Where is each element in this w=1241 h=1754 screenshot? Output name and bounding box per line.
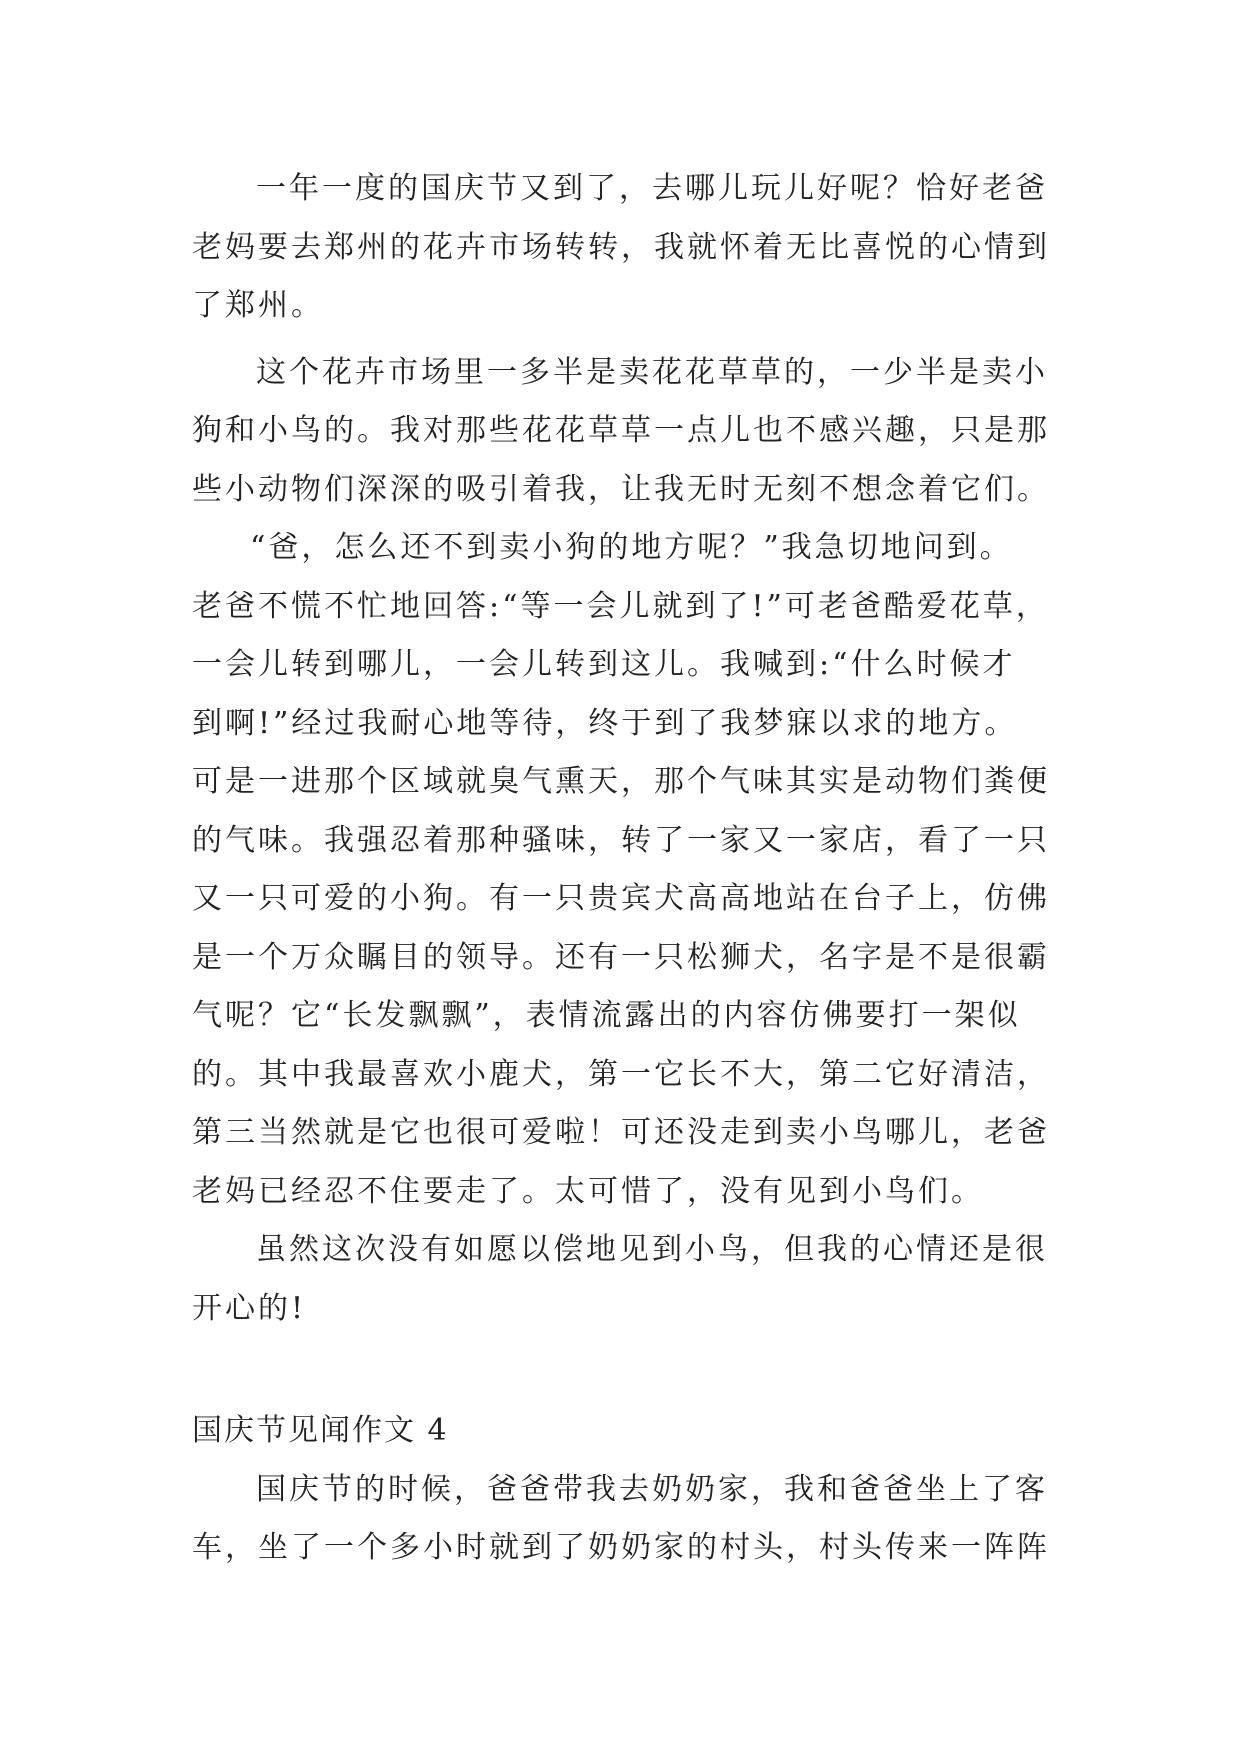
paragraph-line: 一年一度的国庆节又到了，去哪儿玩儿好呢？恰好老爸 bbox=[256, 171, 1048, 206]
paragraph-line: 这个花卉市场里一多半是卖花花草草的，一少半是卖小 bbox=[256, 354, 1048, 390]
paragraph-line: 些小动物们深深的吸引着我，让我无时无刻不想念着它们。 bbox=[192, 471, 1050, 507]
paragraph-line: 可是一进那个区域就臭气熏天，那个气味其实是动物们粪便 bbox=[192, 764, 1050, 799]
paragraph-line: 老爸不慌不忙地回答:“等一会儿就到了!”可老爸酷爱花草， bbox=[192, 588, 1049, 624]
paragraph-line: 的。其中我最喜欢小鹿犬，第一它长不大，第二它好清洁， bbox=[192, 1056, 1050, 1092]
paragraph-line: 老妈已经忍不住要走了。太可惜了，没有见到小鸟们。 bbox=[192, 1173, 984, 1209]
paragraph-line: 一会儿转到哪儿，一会儿转到这儿。我喊到:“什么时候才 bbox=[192, 647, 1016, 682]
paragraph-2 bbox=[192, 344, 1072, 520]
paragraph-line: 是一个万众瞩目的领导。还有一只松狮犬，名字是不是很霸 bbox=[192, 939, 1050, 975]
paragraph-line: 国庆节的时候，爸爸带我去奶奶家，我和爸爸坐上了客 bbox=[256, 1471, 1048, 1507]
section-heading: 国庆节见闻作文 4 bbox=[192, 1413, 449, 1448]
paragraph-line: 了郑州。 bbox=[192, 288, 324, 323]
paragraph-1 bbox=[192, 160, 1072, 336]
paragraph-line: 车，坐了一个多小时就到了奶奶家的村头，村头传来一阵阵 bbox=[192, 1530, 1050, 1565]
paragraph-line: 老妈要去郑州的花卉市场转转，我就怀着无比喜悦的心情到 bbox=[192, 229, 1050, 265]
paragraph-line: 狗和小鸟的。我对那些花花草草一点儿也不感兴趣，只是那 bbox=[192, 413, 1050, 448]
paragraph-5 bbox=[192, 1461, 1072, 1578]
paragraph-line: 虽然这次没有如愿以偿地见到小鸟，但我的心情还是很 bbox=[256, 1232, 1048, 1267]
paragraph-4 bbox=[192, 1221, 1072, 1338]
document-body bbox=[192, 160, 1072, 1578]
paragraph-line: 到啊!”经过我耐心地等待，终于到了我梦寐以求的地方。 bbox=[192, 705, 1018, 741]
paragraph-line: 又一只可爱的小狗。有一只贵宾犬高高地站在台子上，仿佛 bbox=[192, 881, 1050, 916]
paragraph-3 bbox=[192, 519, 1072, 1221]
paragraph-line: 开心的! bbox=[192, 1290, 307, 1326]
paragraph-line: 的气味。我强忍着那种骚味，转了一家又一家店，看了一只 bbox=[192, 822, 1050, 858]
paragraph-line: “爸，怎么还不到卖小狗的地方呢？”我急切地问到。 bbox=[250, 530, 1013, 565]
section-heading-wrapper bbox=[192, 1402, 1072, 1461]
paragraph-line: 第三当然就是它也很可爱啦！可还没走到卖小鸟哪儿，老爸 bbox=[192, 1115, 1050, 1150]
paragraph-line: 气呢？它“长发飘飘”，表情流露出的内容仿佛要打一架似 bbox=[192, 998, 1021, 1033]
